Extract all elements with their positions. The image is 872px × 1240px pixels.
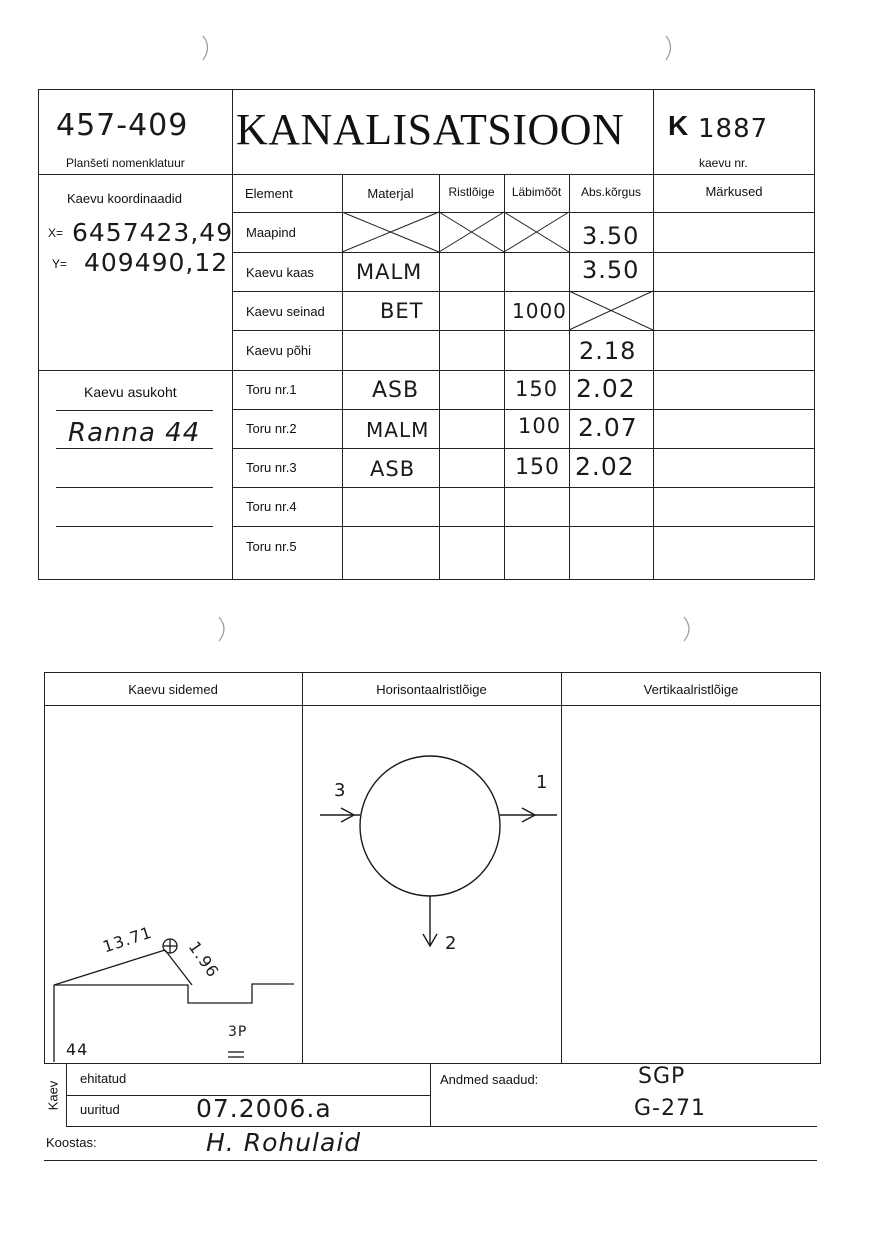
built-label: ehitatud — [80, 1071, 127, 1086]
row-element: Toru nr.1 — [246, 382, 297, 397]
col-header-diameter: Läbimõõt — [511, 185, 562, 199]
row-diameter: 150 — [515, 377, 559, 401]
sheet-label: Planšeti nomenklatuur — [66, 156, 185, 170]
col-header-element: Element — [245, 186, 293, 201]
sketch-label-distance-b: 1.96 — [184, 937, 223, 982]
row-element: Toru nr.5 — [246, 539, 297, 554]
sketch-label-mark: 3P — [228, 1024, 248, 1040]
row-diameter: 150 — [515, 455, 560, 480]
row-element: Kaevu põhi — [246, 343, 312, 358]
row-element: Kaevu kaas — [246, 265, 314, 280]
col-header-connections: Kaevu sidemed — [128, 682, 218, 697]
surveyed-label: uuritud — [80, 1102, 120, 1117]
row-element: Toru nr.3 — [246, 460, 297, 475]
pipe-label-3: 3 — [334, 780, 347, 801]
col-header-vertical: Vertikaalristlõige — [643, 682, 739, 697]
author-signature: H. Rohulaid — [206, 1128, 362, 1157]
sketch-label-distance-a: 13.71 — [100, 922, 155, 957]
location-label: Kaevu asukoht — [84, 384, 177, 400]
sheet-number: 457-409 — [56, 108, 189, 143]
author-label: Koostas: — [46, 1135, 97, 1150]
x-value: 6457423,49 — [72, 218, 234, 247]
data-source-label: Andmed saadud: — [440, 1072, 539, 1087]
row-element: Toru nr.2 — [246, 421, 297, 436]
row-element: Kaevu seinad — [246, 304, 325, 319]
row-material: BET — [380, 299, 424, 323]
y-label: Y= — [52, 257, 68, 271]
col-header-cross: Ristlõige — [448, 185, 495, 199]
row-elevation: 2.18 — [579, 337, 637, 365]
col-header-notes: Märkused — [705, 184, 763, 199]
row-element: Maapind — [246, 225, 296, 240]
surveyed-value: 07.2006.a — [196, 1094, 332, 1123]
row-material: MALM — [356, 260, 423, 284]
data-source-value-1: SGP — [638, 1064, 686, 1089]
pipe-label-1: 1 — [536, 772, 549, 793]
row-material: ASB — [372, 378, 420, 403]
row-element: Toru nr.4 — [246, 499, 297, 514]
row-diameter: 1000 — [512, 299, 567, 323]
data-source-value-2: G-271 — [634, 1096, 706, 1121]
row-material: ASB — [370, 457, 416, 481]
row-material: MALM — [366, 418, 430, 442]
row-diameter: 100 — [518, 414, 562, 438]
sketch-label-house: 44 — [66, 1040, 89, 1059]
pipe-label-2: 2 — [445, 933, 458, 954]
x-label: X= — [48, 226, 64, 240]
coords-label: Kaevu koordinaadid — [67, 191, 182, 206]
well-number: 1887 — [698, 114, 769, 144]
footer-side-label: Kaev — [45, 1080, 61, 1111]
row-elevation: 2.07 — [578, 413, 638, 442]
col-header-elevation: Abs.kõrgus — [580, 185, 642, 199]
page-title: KANALISATSIOON — [236, 105, 625, 154]
well-prefix: K — [668, 110, 689, 141]
row-elevation: 2.02 — [576, 374, 636, 403]
col-header-material: Materjal — [367, 186, 414, 201]
row-elevation: 3.50 — [582, 256, 640, 284]
row-elevation: 3.50 — [582, 222, 640, 250]
row-elevation: 2.02 — [575, 452, 635, 481]
y-value: 409490,12 — [84, 248, 229, 277]
location-value: Ranna 44 — [68, 418, 201, 448]
well-label: kaevu nr. — [699, 156, 748, 170]
col-header-horizontal: Horisontaalristlõige — [376, 682, 487, 697]
